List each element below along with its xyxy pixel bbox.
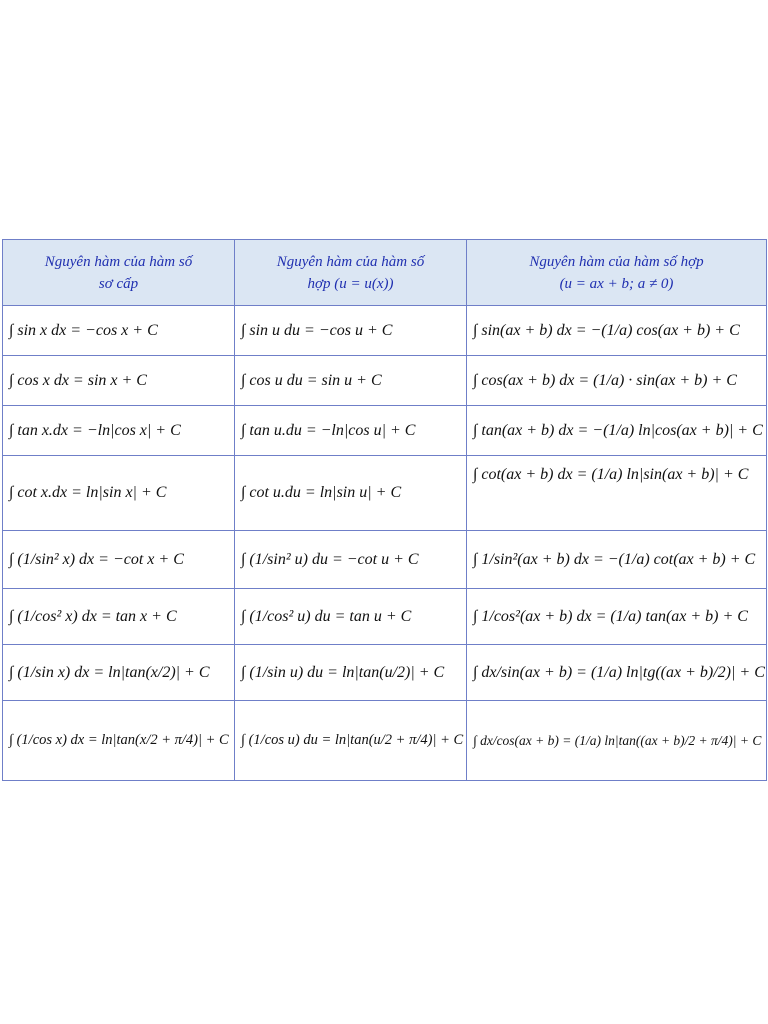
- formula-cell: ∫ (1/cos² x) dx = tan x + C: [3, 589, 235, 645]
- header-composite: [235, 240, 467, 306]
- formula-cell: ∫ sin u du = −cos u + C: [235, 306, 467, 356]
- header-elementary: [3, 240, 235, 306]
- table-row: [3, 456, 767, 531]
- table-row: [3, 406, 767, 456]
- formula-cell: ∫ dx/sin(ax + b) = (1/a) ln|tg((ax + b)/2)| + C: [467, 645, 767, 701]
- formula-cell: ∫ dx/cos(ax + b) = (1/a) ln|tan((ax + b)/2 + π/4)| + C: [467, 701, 767, 781]
- formula-cell: ∫ tan(ax + b) dx = −(1/a) ln|cos(ax + b)| + C: [467, 406, 767, 456]
- header-line1: Nguyên hàm của hàm số: [276, 253, 425, 270]
- formula-cell: ∫ (1/sin² x) dx = −cot x + C: [3, 531, 235, 589]
- formula-cell: ∫ sin x dx = −cos x + C: [3, 306, 235, 356]
- formula-cell: ∫ tan u.du = −ln|cos u| + C: [235, 406, 467, 456]
- formula-cell: ∫ 1/cos²(ax + b) dx = (1/a) tan(ax + b) + C: [467, 589, 767, 645]
- table-row: [3, 589, 767, 645]
- formula-cell: ∫ sin(ax + b) dx = −(1/a) cos(ax + b) + C: [467, 306, 767, 356]
- header-line1: Nguyên hàm của hàm số: [44, 253, 193, 270]
- table-row: [3, 306, 767, 356]
- formula-cell: ∫ (1/cos² u) du = tan u + C: [235, 589, 467, 645]
- formula-cell: ∫ (1/sin x) dx = ln|tan(x/2)| + C: [3, 645, 235, 701]
- antiderivative-table: [2, 239, 767, 781]
- formula-cell: ∫ (1/cos x) dx = ln|tan(x/2 + π/4)| + C: [3, 701, 235, 781]
- table-row: [3, 531, 767, 589]
- formula-cell: ∫ 1/sin²(ax + b) dx = −(1/a) cot(ax + b) + C: [467, 531, 767, 589]
- table-row: [3, 701, 767, 781]
- formula-cell: ∫ (1/cos u) du = ln|tan(u/2 + π/4)| + C: [235, 701, 467, 781]
- formula-cell: ∫ tan x.dx = −ln|cos x| + C: [3, 406, 235, 456]
- formula-cell: ∫ cos u du = sin u + C: [235, 356, 467, 406]
- header-line1: Nguyên hàm của hàm số hợp: [529, 253, 704, 270]
- formula-cell: ∫ (1/sin u) du = ln|tan(u/2)| + C: [235, 645, 467, 701]
- antiderivative-table-container: [2, 239, 766, 781]
- formula-cell: ∫ cos(ax + b) dx = (1/a) · sin(ax + b) + C: [467, 356, 767, 406]
- header-row: [3, 240, 767, 306]
- formula-cell: ∫ cot(ax + b) dx = (1/a) ln|sin(ax + b)| + C: [467, 456, 767, 531]
- header-line2: hợp (u = u(x)): [307, 275, 394, 292]
- formula-cell: ∫ cot u.du = ln|sin u| + C: [235, 456, 467, 531]
- formula-cell: ∫ cot x.dx = ln|sin x| + C: [3, 456, 235, 531]
- table-row: [3, 356, 767, 406]
- table-row: [3, 645, 767, 701]
- header-line2: sơ cấp: [98, 275, 139, 292]
- header-linear-composite: [467, 240, 767, 306]
- header-line2: (u = ax + b; a ≠ 0): [559, 275, 674, 292]
- formula-cell: ∫ (1/sin² u) du = −cot u + C: [235, 531, 467, 589]
- formula-cell: ∫ cos x dx = sin x + C: [3, 356, 235, 406]
